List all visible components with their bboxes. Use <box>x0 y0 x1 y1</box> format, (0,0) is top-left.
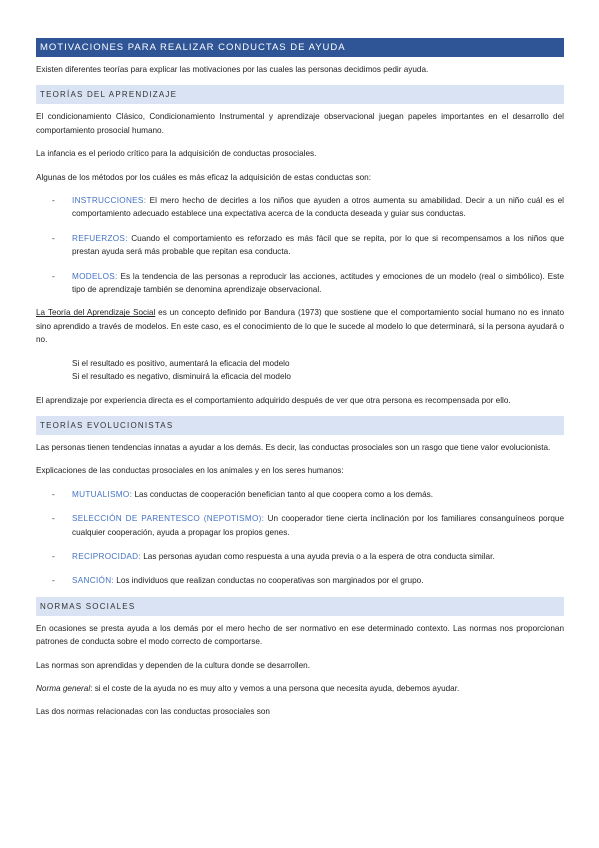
intro-paragraph: Existen diferentes teorías para explicar las motivaciones por las cuales las personas decidimos pedir ayuda. <box>36 65 429 74</box>
dash-bullet: - <box>52 271 55 281</box>
aprendizaje-p3: Algunas de los métodos por los cuáles es más eficaz la adquisición de estas conductas son: <box>36 172 371 182</box>
dash-bullet: - <box>52 514 55 524</box>
method-term: INSTRUCCIONES <box>72 196 144 206</box>
method-text: El mero hecho de decirles a los niños que ayuden a otros aumenta su amabilidad. Decir a un niño cuál es el comportamiento adecuado establece una expectativa acerca de la conducta deseada y guiar sus conductas. <box>72 196 564 219</box>
dash-bullet: - <box>52 233 55 243</box>
evolution-text: Las conductas de cooperación benefician tanto al que coopera como a los demás. <box>132 489 434 499</box>
aprendizaje-p2: La infancia es el periodo crítico para la adquisición de conductas prosociales. <box>36 149 317 159</box>
methods-list <box>36 194 564 296</box>
norma-general-label: Norma general <box>36 683 91 693</box>
list-item: Si el resultado es positivo, aumentará la eficacia del modelo <box>72 358 290 368</box>
dash-bullet: - <box>52 551 55 561</box>
evolution-text: Las personas ayudan como respuesta a una ayuda previa o a la espera de otra conducta similar. <box>140 551 495 561</box>
document-page <box>36 38 564 719</box>
experiencia-paragraph: El aprendizaje por experiencia directa es el comportamiento adquirido después de ver que otra persona es recompensada por ello. <box>36 395 511 405</box>
list-item <box>36 232 564 259</box>
section-heading-normas: NORMAS SOCIALES <box>36 597 564 616</box>
term-separator: : <box>261 514 265 524</box>
social-learning-link[interactable]: La Teoría del Aprendizaje Social <box>36 308 156 318</box>
term-separator: : <box>129 489 133 499</box>
method-text: Es la tendencia de las personas a reproducir las acciones, actitudes y emociones de un modelo (real o simbólico). Este tipo de aprendizaje también se denomina aprendizaje observacional. <box>72 271 564 295</box>
normas-p3: Las dos normas relacionadas con las conductas prosociales son <box>36 707 270 717</box>
evolution-term: RECIPROCIDAD <box>72 551 139 561</box>
social-learning-text: es un concepto definido por Bandura (1973) que sostiene que el comportamiento social humano no es innato sino aprendido a través de modelos. En este caso, es el conocimiento de lo que le sucede al modelo lo que determinará, si la persona ayudará o no. <box>36 308 565 345</box>
list-item <box>36 574 564 587</box>
evolution-text: Un cooperador tiene cierta inclinación por los familiares consanguíneos porque cualquier cooperación, ayuda a propagar los propios genes. <box>72 514 564 537</box>
method-term: MODELOS <box>72 271 116 281</box>
normas-p2: Las normas son aprendidas y dependen de la cultura donde se desarrollen. <box>36 660 311 670</box>
term-separator: : <box>143 196 147 206</box>
method-term: REFUERZOS <box>72 233 126 243</box>
evolution-list <box>36 488 564 588</box>
list-item <box>36 512 564 539</box>
term-separator: : <box>115 271 118 281</box>
evolution-term: SELECCIÓN DE PARENTESCO (NEPOTISMO) <box>72 514 262 524</box>
list-item <box>36 194 564 221</box>
evolution-term: SANCIÓN <box>72 576 112 586</box>
evolution-term: MUTUALISMO <box>72 489 130 499</box>
method-text: Cuando el comportamiento es reforzado es más fácil que se repita, por lo que si recompensamos a los niños que prestan ayuda será más probable que repitan esa conducta. <box>72 233 564 257</box>
document-title: MOTIVACIONES PARA REALIZAR CONDUCTAS DE AYUDA <box>36 38 564 57</box>
evolucionistas-p2: Explicaciones de las conductas prosociales en los animales y en los seres humanos: <box>36 466 344 476</box>
term-separator: : <box>138 551 141 561</box>
section-heading-aprendizaje: TEORÍAS DEL APRENDIZAJE <box>36 85 564 104</box>
dash-bullet: - <box>52 196 55 206</box>
norma-general-paragraph <box>36 682 564 695</box>
aprendizaje-p1: El condicionamiento Clásico, Condicionamiento Instrumental y aprendizaje observacional juegan papeles importantes en el desarrollo del comportamiento prosocial humano. <box>36 112 564 135</box>
term-separator: : <box>125 233 128 243</box>
normas-p1: En ocasiones se presta ayuda a los demás por el mero hecho de ser normativo en ese determinado contexto. Las normas nos proporcionan patrones de conducta sobre el modo correcto de comportarse. <box>36 623 564 647</box>
section-heading-evolucionistas: TEORÍAS EVOLUCIONISTAS <box>36 416 564 435</box>
evolution-text: Los individuos que realizan conductas no cooperativas son marginados por el grupo. <box>113 576 424 586</box>
list-item <box>36 550 564 563</box>
list-item <box>36 270 564 297</box>
results-list <box>36 357 564 384</box>
term-separator: : <box>111 576 114 586</box>
list-item: Si el resultado es negativo, disminuirá la eficacia del modelo <box>72 372 291 382</box>
evolucionistas-p1: Las personas tienen tendencias innatas a ayudar a los demás. Es decir, las conductas prosociales son un rasgo que tiene valor evolucionista. <box>36 442 551 452</box>
social-learning-paragraph <box>36 306 564 346</box>
dash-bullet: - <box>52 576 55 586</box>
list-item <box>36 488 564 501</box>
norma-general-text: : si el coste de la ayuda no es muy alto y vemos a una persona que necesita ayuda, debemos ayudar. <box>90 683 460 693</box>
dash-bullet: - <box>52 489 55 499</box>
